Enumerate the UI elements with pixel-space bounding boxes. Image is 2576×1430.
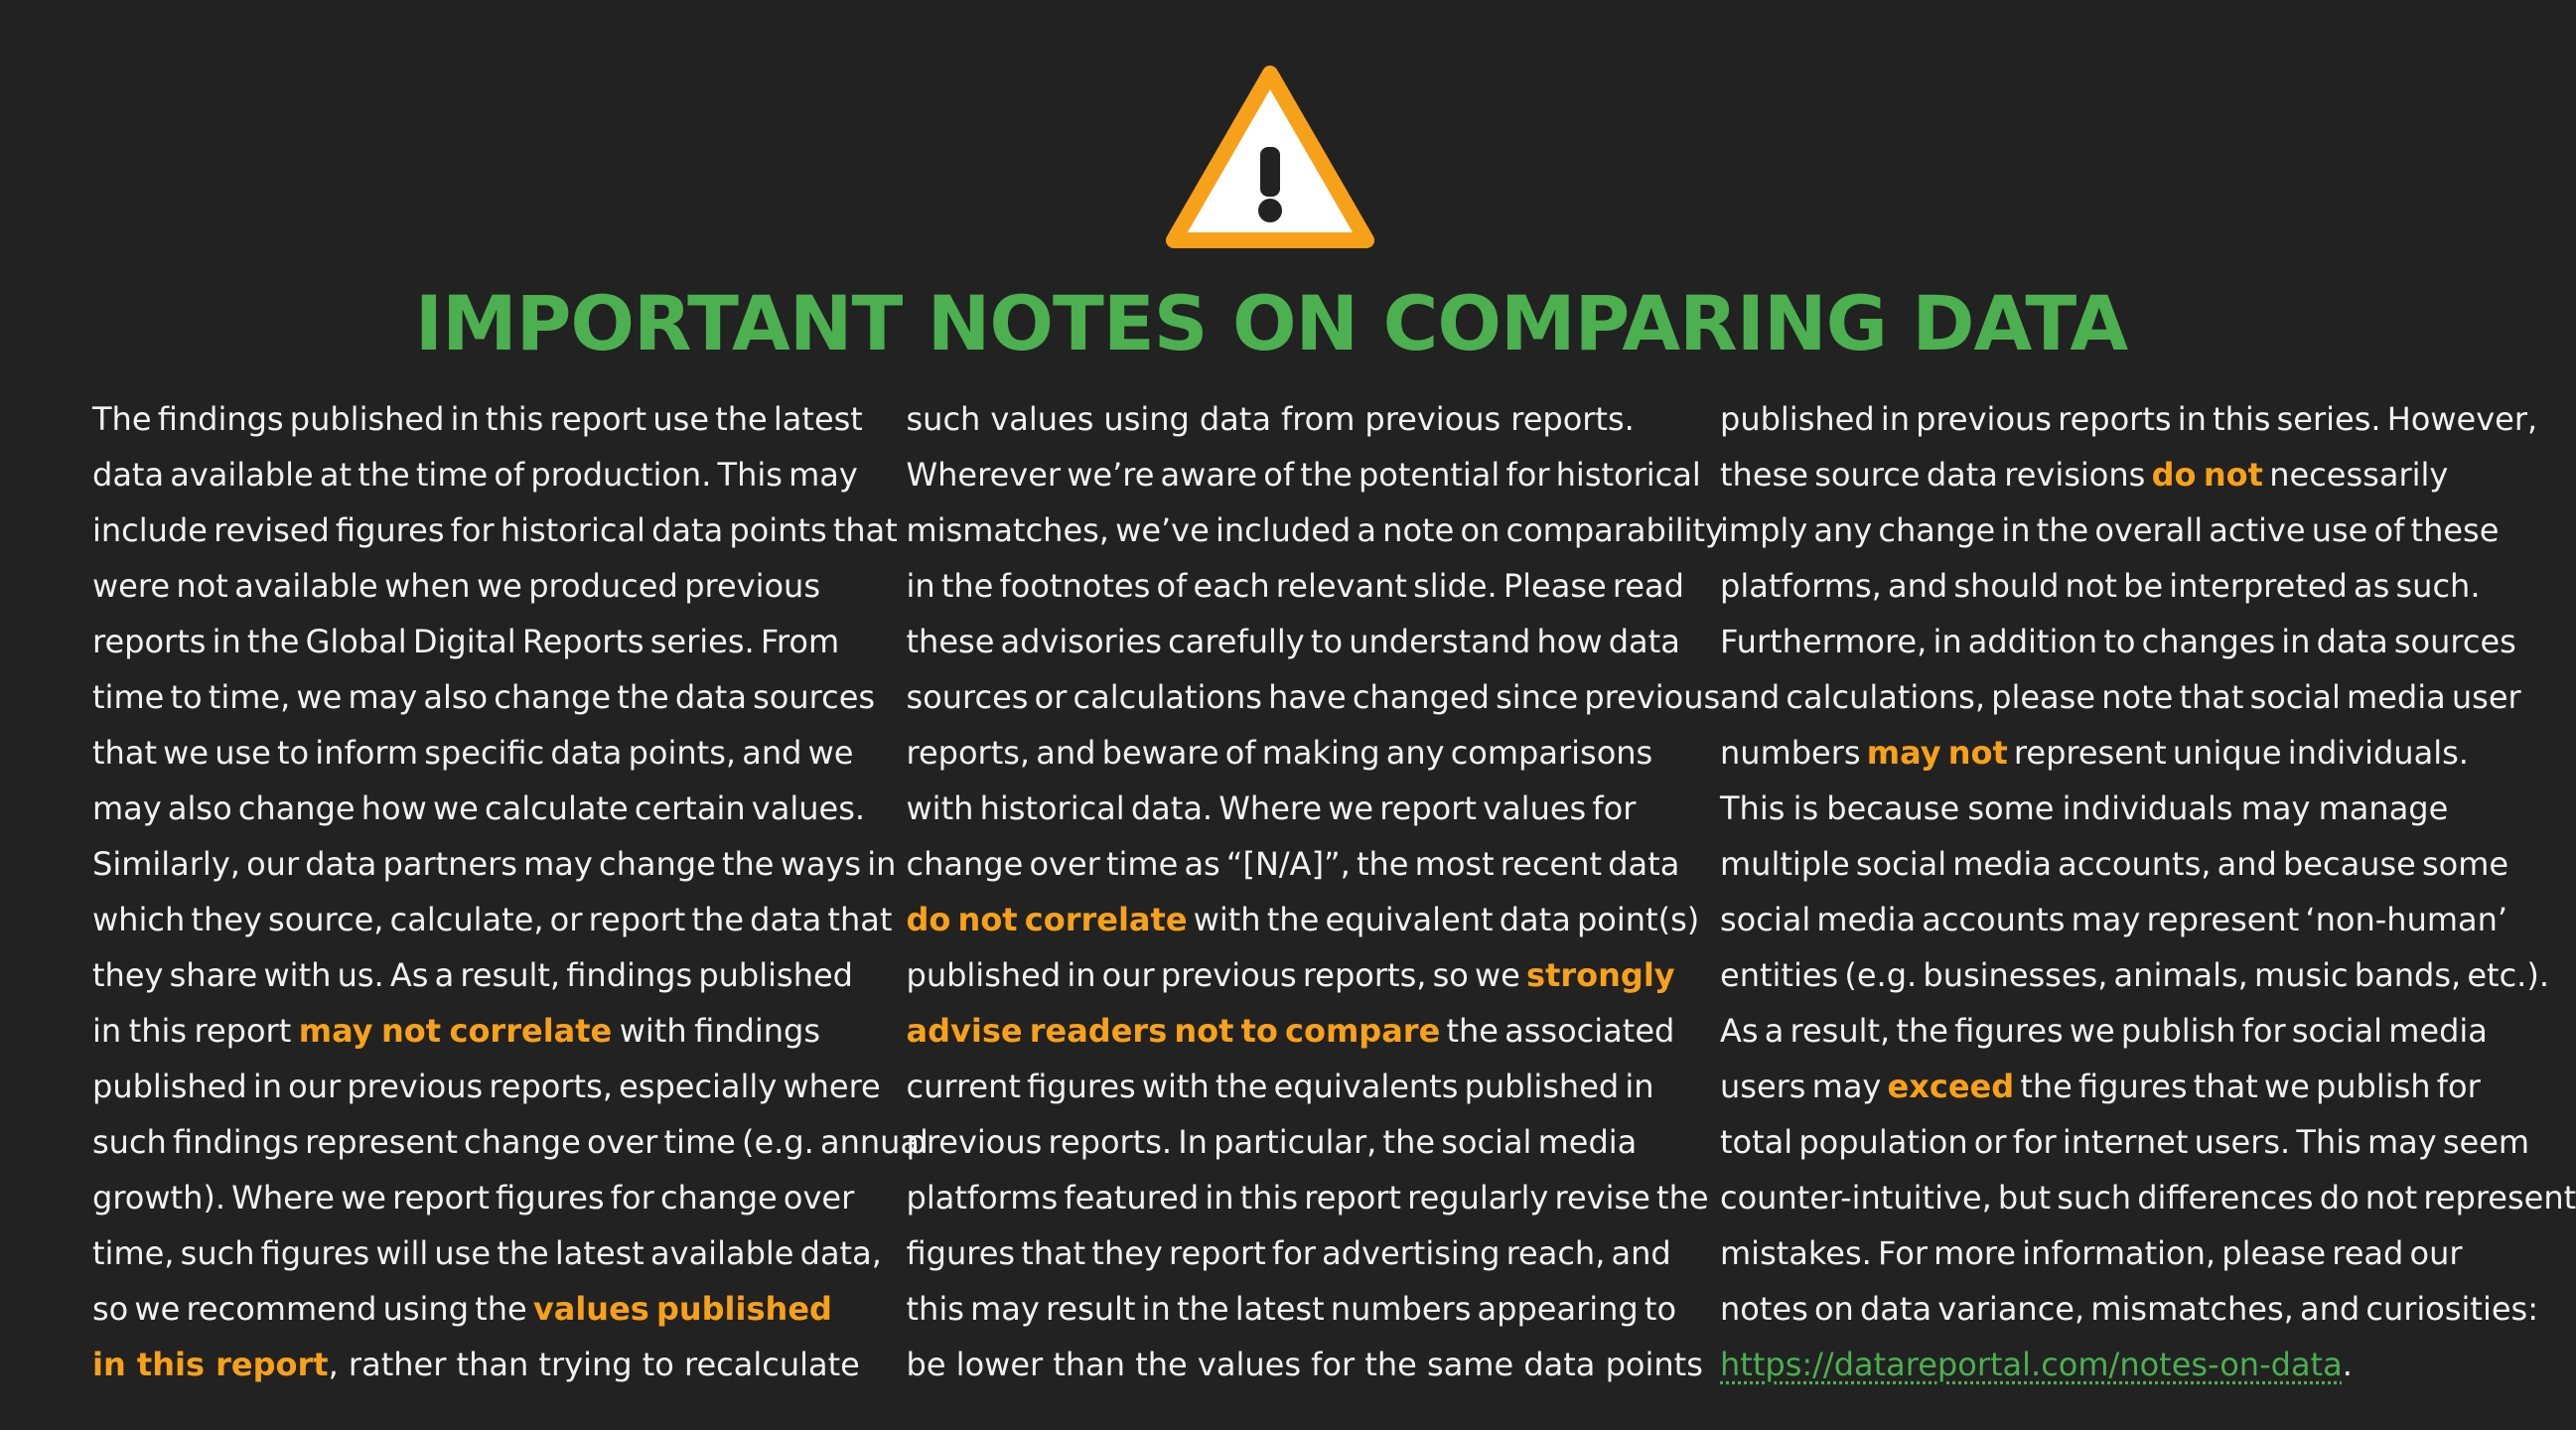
text-line (92, 1281, 832, 1337)
body-text: Similarly, our data partners may change the ways in (92, 845, 897, 883)
text-line (906, 1281, 1677, 1337)
text-line (92, 502, 898, 558)
notes-column-3 (1720, 391, 2576, 1394)
body-text: these source data revisions (1720, 456, 2152, 494)
body-text: with findings (612, 1012, 821, 1050)
body-text: current figures with the equivalents published in (906, 1068, 1654, 1105)
text-line (906, 558, 1684, 614)
highlight-text: do not correlate (906, 901, 1188, 938)
body-text: in the footnotes of each relevant slide. Please read (906, 567, 1684, 605)
text-line (1720, 447, 2448, 502)
text-line (906, 669, 1721, 725)
body-text: data available at the time of production. This may (92, 456, 858, 494)
body-text: multiple social media accounts, and because some (1720, 845, 2509, 883)
text-line (92, 558, 820, 614)
body-text: necessarily (2262, 456, 2449, 494)
body-text: that we use to inform specific data points, and we (92, 734, 854, 772)
text-line (1720, 1225, 2463, 1281)
body-text: the figures that we publish for (2014, 1068, 2481, 1105)
text-line (906, 502, 1724, 558)
highlight-text: advise readers not to compare (906, 1012, 1441, 1050)
text-line (92, 1170, 855, 1225)
text-line (906, 614, 1680, 669)
page-title: IMPORTANT NOTES ON COMPARING DATA (414, 279, 2128, 367)
body-text: were not available when we produced previous (92, 567, 820, 605)
body-text: with the equivalent data point(s) (1187, 901, 1700, 938)
body-text: reports in the Global Digital Reports series. From (92, 623, 840, 660)
highlight-text: do not (2151, 456, 2263, 494)
text-line (92, 1059, 881, 1114)
text-line (906, 1114, 1638, 1170)
text-line (1720, 892, 2508, 947)
text-line (906, 1059, 1654, 1114)
text-line (92, 836, 897, 892)
body-text: time to time, we may also change the data sources (92, 678, 876, 716)
text-line (1720, 1337, 2448, 1392)
text-line (1720, 614, 2516, 669)
text-line (92, 447, 858, 502)
body-text: and calculations, please note that social media user (1720, 678, 2521, 716)
text-line (92, 669, 876, 725)
body-text: be lower than the values for the same data points (906, 1346, 1703, 1383)
body-text: time, such figures will use the latest available data, (92, 1234, 882, 1272)
highlight-text: exceed (1887, 1068, 2015, 1105)
body-text: notes on data variance, mismatches, and curiosities: (1720, 1290, 2538, 1328)
text-line (1720, 1281, 2538, 1337)
text-line (1720, 1114, 2530, 1170)
text-line (906, 1170, 1709, 1225)
text-line (92, 1003, 820, 1059)
body-text: This is because some individuals may manage (1720, 789, 2449, 827)
highlight-text: may not (1866, 734, 2008, 772)
text-line (1720, 1059, 2481, 1114)
text-line (906, 1337, 1703, 1392)
text-line (1720, 502, 2500, 558)
text-line (92, 892, 893, 947)
highlight-text: may not correlate (298, 1012, 613, 1050)
text-line (907, 781, 1635, 836)
body-text: sources or calculations have changed since previous (906, 678, 1721, 716)
body-text: which they source, calculate, or report the data that (92, 901, 893, 938)
text-line (1720, 391, 2538, 447)
body-text: mistakes. For more information, please read our (1720, 1234, 2463, 1272)
body-text: , rather than trying to recalculate (328, 1346, 860, 1383)
text-line (906, 892, 1700, 947)
text-line (92, 947, 853, 1003)
text-line (906, 1225, 1671, 1281)
notes-column-1 (92, 391, 929, 1394)
text-line (1720, 1170, 2576, 1225)
body-text: with historical data. Where we report values for (906, 789, 1637, 827)
body-text: in this report (92, 1012, 299, 1050)
body-text: As a result, the figures we publish for social media (1720, 1012, 2488, 1050)
body-text: . (2342, 1346, 2353, 1383)
body-text: Wherever we’re aware of the potential for historical (906, 456, 1701, 494)
text-line (1720, 781, 2448, 836)
notes-on-data-link[interactable]: https://datareportal.com/notes-on-data (1720, 1346, 2343, 1383)
body-text: these advisories carefully to understand how data (906, 623, 1680, 660)
text-line (1720, 558, 2481, 614)
text-line (906, 836, 1680, 892)
text-line (906, 447, 1701, 502)
body-text: growth). Where we report figures for change over (92, 1179, 855, 1216)
warning-icon (1164, 64, 1376, 252)
body-text: figures that they report for advertising reach, and (906, 1234, 1671, 1272)
text-line (907, 391, 1635, 447)
body-text: published in our previous reports, so we (906, 956, 1527, 994)
body-text: they share with us. As a result, findings published (92, 956, 853, 994)
text-line (92, 1225, 882, 1281)
text-line (1720, 669, 2521, 725)
body-text: users may (1720, 1068, 1888, 1105)
body-text: platforms featured in this report regularly revise the (906, 1179, 1709, 1216)
body-text: The findings published in this report use the latest (92, 400, 863, 438)
text-line (1720, 1003, 2488, 1059)
body-text: mismatches, we’ve included a note on comparability (906, 511, 1724, 549)
text-line (92, 1337, 860, 1392)
text-line (1720, 947, 2549, 1003)
text-line (92, 725, 854, 781)
body-text: published in our previous reports, especially where (92, 1068, 881, 1105)
body-text: total population or for internet users. This may seem (1720, 1123, 2530, 1161)
body-text: Furthermore, in addition to changes in data sources (1720, 623, 2516, 660)
text-line (92, 1114, 929, 1170)
body-text: published in previous reports in this series. However, (1720, 400, 2538, 438)
body-text: reports, and beware of making any comparisons (906, 734, 1653, 772)
highlight-text: values published (532, 1290, 832, 1328)
text-line (906, 1003, 1675, 1059)
text-line (92, 614, 840, 669)
body-text: platforms, and should not be interpreted as such. (1720, 567, 2481, 605)
text-line (92, 391, 863, 447)
notes-body (92, 391, 2576, 1394)
body-text: represent unique individuals. (2007, 734, 2469, 772)
notes-column-2 (906, 391, 1724, 1394)
body-text: change over time as “[N/A]”, the most recent data (906, 845, 1680, 883)
text-line (92, 781, 866, 836)
body-text: include revised figures for historical data points that (92, 511, 898, 549)
body-text: this may result in the latest numbers appearing to (906, 1290, 1677, 1328)
body-text: numbers (1720, 734, 1867, 772)
body-text: such findings represent change over time (e.g. annual (92, 1123, 929, 1161)
text-line (906, 725, 1653, 781)
body-text: imply any change in the overall active use of these (1720, 511, 2500, 549)
body-text: social media accounts may represent ‘non-human’ (1720, 901, 2508, 938)
highlight-text: in this report (92, 1346, 329, 1383)
body-text: so we recommend using the (92, 1290, 533, 1328)
body-text: may also change how we calculate certain values. (92, 789, 866, 827)
body-text: the associated (1440, 1012, 1675, 1050)
body-text: such values using data from previous reports. (906, 400, 1635, 438)
text-line (906, 947, 1675, 1003)
highlight-text: strongly (1526, 956, 1675, 994)
text-line (1720, 836, 2509, 892)
body-text: previous reports. In particular, the social media (906, 1123, 1638, 1161)
text-line (1720, 725, 2469, 781)
body-text: counter-intuitive, but such differences do not represent (1720, 1179, 2576, 1216)
body-text: entities (e.g. businesses, animals, music bands, etc.). (1720, 956, 2549, 994)
